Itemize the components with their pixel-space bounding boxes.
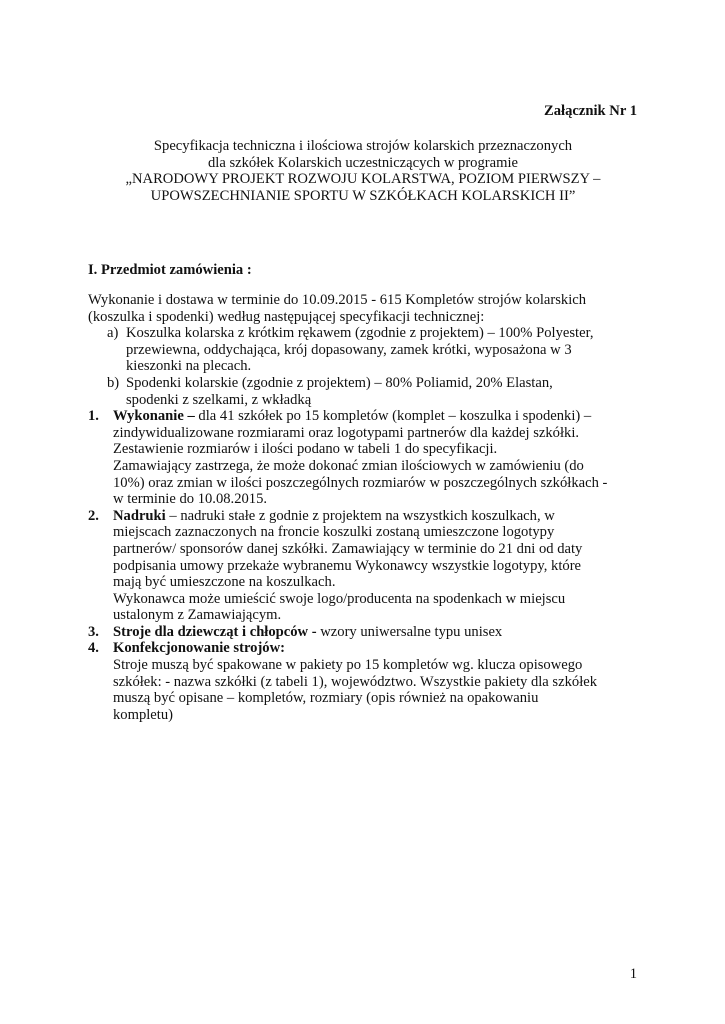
title-line: dla szkółek Kolarskich uczestniczących w programie [208, 154, 518, 171]
item-number: 3. [88, 623, 99, 640]
item-bold-label: Stroje dla dziewcząt i chłopców - [113, 623, 317, 640]
title-line: Specyfikacja techniczna i ilościowa strojów kolarskich przeznaczonych [153, 138, 573, 154]
item-first-line [113, 408, 648, 425]
item-number: 1. [88, 408, 99, 425]
item-line: zindywidualizowane rozmiarami oraz logotypami partnerów dla każdej szkółki. [113, 424, 580, 441]
item-line: Zestawienie rozmiarów i ilości podano w tabeli 1 do specyfikacji. [113, 441, 498, 458]
sub-item-line: przewiewna, oddychająca, krój dopasowany, zamek krótki, wyposażona w 3 [126, 341, 572, 358]
intro-line: Wykonanie i dostawa w terminie do 10.09.2015 - 615 Kompletów strojów kolarskich [88, 292, 587, 308]
sub-item-line: kieszonki na plecach. [126, 358, 252, 375]
item-line: w terminie do 10.08.2015. [113, 491, 268, 508]
sub-item-b [88, 375, 648, 408]
sub-list [88, 325, 648, 408]
sub-item-line: Spodenki kolarskie (zgodnie z projektem) – 80% Poliamid, 20% Elastan, [126, 374, 553, 391]
document-title [88, 138, 638, 204]
document-body [88, 292, 648, 723]
item-line: kompletu) [113, 706, 173, 723]
item-line: Stroje muszą być spakowane w pakiety po 15 kompletów wg. klucza opisowego [113, 657, 583, 674]
item-line: Wykonawca może umieścić swoje logo/producenta na spodenkach w miejscu [113, 590, 566, 607]
item-first-line [113, 508, 648, 525]
item-line: szkółek: - nazwa szkółki (z tabeli 1), województwo. Wszystkie pakiety dla szkółek [113, 673, 598, 690]
numbered-item-3 [88, 624, 648, 641]
numbered-item-1 [88, 408, 648, 508]
numbered-item-2 [88, 508, 648, 624]
intro-line: (koszulka i spodenki) według następującej specyfikacji technicznej: [88, 308, 485, 325]
item-line: podpisania umowy przekaże wybranemu Wykonawcy wszystkie logotypy, które [113, 557, 582, 574]
sub-item-line: Koszulka kolarska z krótkim rękawem (zgodnie z projektem) – 100% Polyester, [126, 325, 594, 342]
item-bold-label: Konfekcjonowanie strojów: [113, 640, 286, 657]
item-line: Zamawiający zastrzega, że może dokonać zmian ilościowych w zamówieniu (do [113, 457, 584, 474]
sub-item-marker: b) [107, 374, 120, 391]
item-line: ustalonym z Zamawiającym. [113, 607, 282, 624]
sub-item-line: spodenki z szelkami, z wkładką [126, 391, 312, 408]
item-line: 10%) oraz zmian w ilości poszczególnych rozmiarów w poszczególnych szkółkach - [113, 474, 608, 491]
title-line: UPOWSZECHNIANIE SPORTU W SZKÓŁKACH KOLARSKICH II” [150, 187, 576, 204]
intro-paragraph [88, 292, 648, 325]
item-first-line [113, 624, 648, 641]
page-number: 1 [629, 966, 637, 982]
numbered-item-4 [88, 640, 648, 723]
item-line: partnerów/ sponsorów danej szkółki. Zamawiający w terminie do 21 dni od daty [113, 540, 583, 557]
annex-label: Załącznik Nr 1 [544, 103, 637, 119]
item-bold-label: Nadruki [113, 507, 166, 524]
item-line: miejscach zaznaczonych na froncie koszulki zostaną umieszczone logotypy [113, 524, 555, 541]
item-first-rest: wzory uniwersalne typu unisex [316, 623, 503, 640]
item-line: muszą być opisane – kompletów, rozmiary (opis również na opakowaniu [113, 690, 539, 707]
title-line: „NARODOWY PROJEKT ROZWOJU KOLARSTWA, POZIOM PIERWSZY – [125, 171, 601, 188]
item-number: 2. [88, 507, 99, 524]
item-first-line [113, 640, 648, 657]
item-line: mają być umieszczone na koszulkach. [113, 574, 336, 591]
item-first-rest: dla 41 szkółek po 15 kompletów (komplet – koszulka i spodenki) – [194, 408, 592, 425]
item-bold-label: Wykonanie – [113, 408, 195, 425]
item-number: 4. [88, 640, 99, 657]
item-first-rest: – nadruki stałe z godnie z projektem na wszystkich koszulkach, w [165, 507, 555, 524]
sub-item-a [88, 325, 648, 375]
sub-item-marker: a) [107, 325, 119, 342]
section-heading: I. Przedmiot zamówienia : [88, 262, 252, 278]
